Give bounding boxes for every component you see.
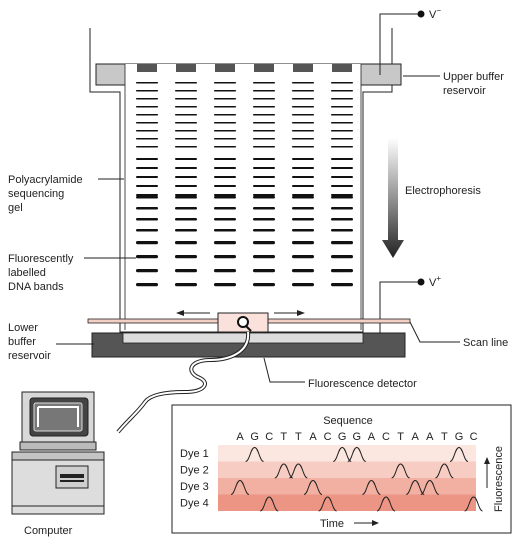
gel-well <box>137 64 157 72</box>
bands-label-3: DNA bands <box>8 281 64 293</box>
dna-band <box>175 138 197 140</box>
dna-band <box>136 106 158 108</box>
dna-band <box>136 158 158 160</box>
sequence-letter: A <box>411 431 419 443</box>
gel-label-1: Polyacrylamide <box>8 174 83 186</box>
dna-band <box>331 167 353 169</box>
sequence-letter: G <box>454 431 464 443</box>
dna-band <box>253 196 275 199</box>
dna-band <box>136 130 158 132</box>
dna-band <box>253 241 275 244</box>
dna-band <box>292 185 314 187</box>
dna-band <box>175 98 197 100</box>
dna-band <box>175 229 197 232</box>
dna-band <box>253 176 275 178</box>
dna-band <box>214 207 236 210</box>
dna-band <box>253 82 275 84</box>
sequence-letter: C <box>265 431 274 443</box>
dna-band <box>214 122 236 124</box>
dna-band <box>292 255 314 258</box>
v-minus-terminal <box>418 11 425 18</box>
dna-band <box>292 194 314 196</box>
sequence-letter: T <box>280 431 288 443</box>
dna-band <box>175 106 197 108</box>
dna-band <box>331 269 353 272</box>
dna-band <box>253 158 275 160</box>
dna-band <box>331 194 353 196</box>
dna-band <box>253 255 275 258</box>
dna-band <box>331 114 353 116</box>
bands-label-1: Fluorescently <box>8 253 74 265</box>
dna-band <box>136 167 158 169</box>
dna-band <box>292 241 314 244</box>
dna-band <box>175 194 197 196</box>
dna-band <box>253 130 275 132</box>
dna-band <box>136 176 158 178</box>
dye-label: Dye 1 <box>180 448 209 460</box>
dna-band <box>331 185 353 187</box>
upper-buffer-label-1: Upper buffer <box>443 71 504 83</box>
electrophoresis-arrow <box>382 138 404 258</box>
dna-band <box>214 283 236 286</box>
dna-band <box>136 185 158 187</box>
dna-band <box>331 207 353 210</box>
dna-band <box>331 106 353 108</box>
dna-band <box>292 146 314 148</box>
lower-buffer-label-3: reservoir <box>8 350 51 362</box>
dna-band <box>214 158 236 160</box>
scan-line-label: Scan line <box>463 337 509 349</box>
dna-band <box>214 167 236 169</box>
dna-band <box>214 176 236 178</box>
dna-band <box>253 218 275 221</box>
dna-band <box>292 196 314 199</box>
dna-band <box>136 207 158 210</box>
electrophoresis-label: Electrophoresis <box>405 185 481 197</box>
dna-band <box>214 106 236 108</box>
dna-band <box>136 194 158 196</box>
sequence-title: Sequence <box>323 415 373 427</box>
time-label: Time <box>320 518 345 530</box>
dna-band <box>136 138 158 140</box>
dye-label: Dye 4 <box>180 497 209 510</box>
dna-band <box>175 185 197 187</box>
dna-band <box>331 196 353 199</box>
dna-band <box>175 241 197 244</box>
dna-band <box>175 196 197 199</box>
dna-band <box>175 82 197 84</box>
dna-band <box>253 269 275 272</box>
gel-well <box>254 64 274 72</box>
dna-band <box>292 218 314 221</box>
sequence-letter: A <box>367 431 376 443</box>
dna-band <box>136 218 158 221</box>
gel-well <box>293 64 313 72</box>
dna-band <box>331 218 353 221</box>
dna-band <box>175 167 197 169</box>
dna-band <box>331 283 353 286</box>
gel-well <box>332 64 352 72</box>
sequence-letter: T <box>441 431 448 443</box>
sequence-letter: T <box>295 431 302 443</box>
dna-band <box>136 229 158 232</box>
dna-band <box>136 241 158 244</box>
dna-band <box>136 122 158 124</box>
gel-well <box>215 64 235 72</box>
dna-band <box>292 130 314 132</box>
dna-band <box>175 269 197 272</box>
sequence-letter: A <box>236 431 244 443</box>
dna-band <box>253 207 275 210</box>
fluorescence-label: Fluorescence <box>493 445 505 512</box>
upper-buffer-label-2: reservoir <box>443 85 486 97</box>
dna-band <box>331 82 353 84</box>
dna-band <box>175 255 197 258</box>
dna-band <box>175 90 197 92</box>
dna-band <box>331 122 353 124</box>
dna-band <box>292 269 314 272</box>
v-minus-label: V− <box>429 6 442 21</box>
dna-band <box>253 90 275 92</box>
dna-band <box>136 269 158 272</box>
dna-band <box>214 98 236 100</box>
dna-band <box>253 146 275 148</box>
dna-band <box>292 158 314 160</box>
dna-band <box>331 130 353 132</box>
dna-band <box>331 176 353 178</box>
dna-band <box>292 82 314 84</box>
dna-band <box>331 241 353 244</box>
dna-band <box>175 207 197 210</box>
dna-band <box>253 138 275 140</box>
dna-band <box>331 146 353 148</box>
dna-band <box>136 146 158 148</box>
detector-lens <box>238 317 248 327</box>
dna-band <box>175 146 197 148</box>
dna-band <box>292 176 314 178</box>
sequence-letter: T <box>397 431 404 443</box>
dye-band <box>218 462 476 479</box>
sequence-letter: G <box>337 431 347 443</box>
dye-band <box>218 495 476 512</box>
dna-band <box>253 185 275 187</box>
dna-band <box>331 229 353 232</box>
v-plus-label: V+ <box>429 274 442 289</box>
dna-band <box>214 241 236 244</box>
dna-band <box>253 122 275 124</box>
dna-band <box>292 122 314 124</box>
v-plus-terminal <box>418 279 425 286</box>
sequence-letter: C <box>382 431 390 443</box>
dna-band <box>292 283 314 286</box>
dna-band <box>136 98 158 100</box>
dna-band <box>331 90 353 92</box>
dna-band <box>253 114 275 116</box>
dna-band <box>175 130 197 132</box>
sequence-letter: C <box>323 431 332 443</box>
dna-band <box>253 283 275 286</box>
dna-band <box>175 158 197 160</box>
dna-band <box>136 114 158 116</box>
dna-band <box>136 196 158 199</box>
dna-band <box>136 283 158 286</box>
dna-band <box>214 196 236 199</box>
gel-plate <box>125 64 361 330</box>
dye-band <box>218 445 476 462</box>
sequence-letter: G <box>250 431 259 443</box>
dna-band <box>214 229 236 232</box>
dna-band <box>331 98 353 100</box>
sequence-letter: C <box>469 431 478 443</box>
dna-band <box>292 106 314 108</box>
dna-band <box>292 229 314 232</box>
dna-band <box>214 146 236 148</box>
dna-band <box>292 90 314 92</box>
dna-band <box>175 176 197 178</box>
lower-buffer-label-2: buffer <box>8 336 36 348</box>
dna-band <box>175 114 197 116</box>
dna-band <box>214 90 236 92</box>
dna-band <box>136 82 158 84</box>
dna-band <box>214 194 236 196</box>
dna-band <box>214 130 236 132</box>
gel-label-2: sequencing <box>8 188 65 200</box>
sequence-letters <box>236 431 477 443</box>
dye-label: Dye 2 <box>180 464 209 477</box>
dye-band <box>218 478 476 495</box>
dna-band <box>136 90 158 92</box>
dna-band <box>136 255 158 258</box>
dna-band <box>214 218 236 221</box>
dna-band <box>292 167 314 169</box>
dna-band <box>331 138 353 140</box>
sequence-letter: A <box>309 431 317 443</box>
computer <box>12 392 104 514</box>
lower-buffer-label-1: Lower <box>8 322 38 334</box>
dna-band <box>214 185 236 187</box>
dna-band <box>292 98 314 100</box>
dna-band <box>331 158 353 160</box>
dna-band <box>175 283 197 286</box>
sequence-letter: A <box>426 431 434 443</box>
dna-band <box>331 255 353 258</box>
dna-band <box>253 229 275 232</box>
dna-band <box>292 138 314 140</box>
gel-label-3: gel <box>8 202 23 214</box>
dna-band <box>214 82 236 84</box>
dna-band <box>175 122 197 124</box>
dna-band <box>253 194 275 196</box>
gel-well <box>176 64 196 72</box>
dna-band <box>292 114 314 116</box>
computer-label: Computer <box>24 525 73 537</box>
dna-band <box>214 269 236 272</box>
dna-band <box>253 98 275 100</box>
detector-label: Fluorescence detector <box>308 378 417 390</box>
dna-band <box>175 218 197 221</box>
dna-band <box>292 207 314 210</box>
dna-band <box>214 255 236 258</box>
dye-label: Dye 3 <box>180 481 209 493</box>
dna-band <box>214 114 236 116</box>
dna-band <box>253 106 275 108</box>
dna-band <box>214 138 236 140</box>
dna-band <box>253 167 275 169</box>
bands-label-2: labelled <box>8 267 46 279</box>
sequence-letter: G <box>352 431 362 443</box>
